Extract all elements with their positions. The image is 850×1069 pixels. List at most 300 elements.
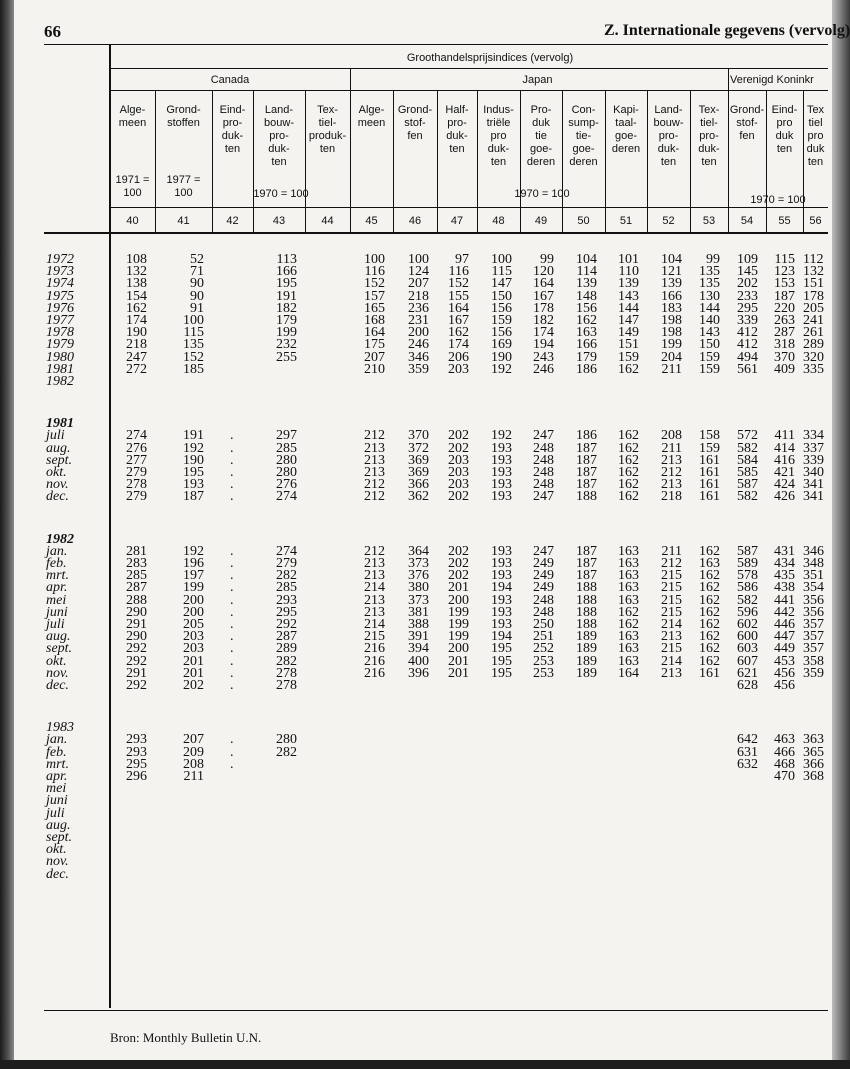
column-number: 44 [321, 215, 334, 227]
table-cell: 202 [737, 276, 758, 292]
table-cell: 202 [448, 556, 469, 571]
table-cell: 391 [408, 629, 429, 645]
table-cell: 132 [803, 264, 824, 280]
table-cell: 337 [803, 440, 824, 456]
table-cell: 212 [364, 543, 385, 559]
row-label: juni [46, 793, 68, 809]
table-cell: 163 [618, 556, 639, 571]
column-label: Alge- meen [118, 104, 147, 129]
table-cell: 109 [737, 252, 758, 267]
row-label: aug. [46, 817, 71, 833]
table-cell: 188 [576, 617, 597, 632]
row-label: jan. [46, 543, 68, 559]
table-cell: 182 [276, 300, 297, 316]
table-cell: 396 [408, 665, 429, 681]
table-cell: 274 [126, 428, 147, 444]
table-cell: 248 [533, 592, 554, 608]
column-label: Kapi- taal- goe- deren [611, 104, 641, 155]
table-cell: 285 [276, 440, 297, 456]
table-cell: 199 [448, 617, 469, 632]
table-cell: 607 [737, 653, 758, 669]
row-label: dec. [46, 866, 69, 882]
table-cell: 162 [618, 604, 639, 620]
table-cell: 247 [533, 428, 554, 444]
table-cell: 213 [364, 556, 385, 571]
table-cell: 200 [183, 604, 204, 620]
table-cell: 156 [576, 300, 597, 316]
table-cell: 174 [448, 337, 469, 353]
table-cell: 214 [661, 617, 682, 632]
table-cell: 365 [803, 744, 824, 760]
table-cell: 143 [618, 288, 639, 304]
table-cell: 628 [737, 678, 758, 693]
table-cell: 210 [364, 361, 385, 377]
table-cell: 278 [126, 477, 147, 493]
row-label: 1979 [46, 337, 74, 353]
table-cell: 152 [183, 349, 204, 365]
table-cell: 144 [618, 300, 639, 316]
row-label: 1983 [46, 720, 74, 736]
table-cell: 169 [491, 337, 512, 353]
table-cell: 368 [803, 769, 824, 784]
table-cell: 215 [661, 604, 682, 620]
missing-marker: . [230, 428, 234, 444]
table-cell: 290 [126, 629, 147, 645]
row-label: sept. [46, 830, 73, 845]
table-cell: 203 [183, 641, 204, 657]
table-cell: 195 [491, 653, 512, 669]
table-cell: 52 [190, 252, 204, 267]
table-cell: 178 [533, 300, 554, 316]
table-cell: 161 [699, 465, 720, 480]
table-cell: 193 [491, 604, 512, 620]
row-label: dec. [46, 489, 69, 505]
table-cell: 216 [364, 641, 385, 657]
table-cell: 252 [533, 641, 554, 657]
table-cell: 212 [661, 556, 682, 571]
table-cell: 582 [737, 592, 758, 608]
table-cell: 110 [618, 264, 639, 280]
table-cell: 139 [618, 276, 639, 292]
column-number: 53 [702, 215, 716, 227]
missing-marker: . [230, 641, 234, 657]
base-period-japan: 1970 = 100 [514, 188, 570, 200]
table-cell: 191 [276, 288, 297, 304]
table-cell: 90 [190, 288, 204, 304]
table-cell: 164 [364, 325, 385, 341]
table-cell: 282 [276, 653, 297, 669]
table-cell: 202 [448, 568, 469, 584]
missing-marker: . [230, 592, 234, 608]
table-cell: 175 [364, 337, 385, 353]
table-cell: 159 [618, 349, 639, 365]
table-cell: 179 [276, 313, 297, 328]
column-number: 41 [177, 215, 190, 227]
table-cell: 97 [455, 252, 469, 267]
table-cell: 205 [803, 300, 824, 316]
table-cell: 278 [276, 678, 297, 693]
table-cell: 162 [699, 568, 720, 584]
bottom-rule [44, 1010, 828, 1011]
table-cell: 195 [491, 665, 512, 681]
table-cell: 193 [491, 477, 512, 493]
table-cell: 162 [699, 641, 720, 657]
table-cell: 202 [183, 678, 204, 693]
table-cell: 412 [737, 325, 758, 341]
missing-marker: . [230, 732, 234, 748]
table-cell: 108 [126, 252, 147, 267]
table-cell: 456 [774, 665, 795, 681]
table-cell: 199 [276, 325, 297, 341]
table-cell: 236 [408, 300, 429, 316]
table-cell: 185 [183, 361, 204, 377]
table-cell: 596 [737, 604, 758, 620]
table-cell: 149 [618, 325, 639, 341]
table-cell: 213 [661, 665, 682, 681]
table-cell: 157 [364, 288, 385, 304]
table-cell: 166 [661, 288, 682, 304]
table-cell: 589 [737, 556, 758, 571]
table-cell: 187 [576, 465, 597, 480]
table-cell: 215 [661, 641, 682, 657]
column-number: 45 [365, 215, 378, 227]
table-cell: 113 [276, 252, 297, 267]
table-cell: 193 [491, 543, 512, 559]
base-rule [110, 207, 828, 208]
table-cell: 218 [408, 288, 429, 304]
table-cell: 586 [737, 580, 758, 596]
country-rule [110, 90, 828, 91]
column-number: 42 [226, 215, 239, 227]
table-cell: 357 [803, 629, 824, 645]
table-cell: 174 [126, 313, 147, 328]
column-number: 47 [450, 215, 464, 227]
table-cell: 135 [183, 337, 204, 353]
table-cell: 148 [576, 288, 597, 304]
table-cell: 163 [618, 568, 639, 584]
table-cell: 150 [491, 288, 512, 304]
table-cell: 201 [183, 653, 204, 669]
table-cell: 248 [533, 452, 554, 468]
table-cell: 412 [737, 337, 758, 353]
missing-marker: . [230, 440, 234, 456]
table-cell: 154 [126, 288, 147, 304]
row-label: mei [46, 592, 67, 608]
table-cell: 159 [699, 361, 720, 377]
table-cell: 195 [276, 276, 297, 292]
table-cell: 200 [448, 641, 469, 657]
table-cell: 144 [699, 300, 720, 316]
column-label: Alge- meen [357, 104, 386, 129]
table-cell: 162 [576, 313, 597, 328]
table-cell: 202 [448, 543, 469, 559]
table-cell: 193 [491, 452, 512, 468]
table-cell: 194 [491, 580, 512, 596]
table-cell: 357 [803, 617, 824, 632]
table-cell: 587 [737, 543, 758, 559]
table-cell: 248 [533, 477, 554, 493]
table-cell: 280 [276, 452, 297, 468]
table-cell: 434 [774, 556, 795, 571]
missing-marker: . [230, 665, 234, 681]
table-cell: 289 [276, 641, 297, 657]
table-cell: 291 [126, 665, 147, 681]
table-cell: 211 [661, 543, 682, 559]
table-cell: 250 [533, 617, 554, 632]
table-cell: 249 [533, 568, 554, 584]
group-header: Groothandelsprijsindices (vervolg) [406, 52, 574, 64]
missing-marker: . [230, 452, 234, 468]
row-label: 1977 [46, 313, 74, 328]
table-cell: 289 [803, 337, 824, 353]
table-cell: 163 [699, 556, 720, 571]
table-cell: 206 [448, 349, 469, 365]
table-cell: 207 [183, 732, 204, 748]
header-bottom-rule [44, 232, 828, 234]
table-cell: 282 [276, 568, 297, 584]
table-cell: 292 [126, 653, 147, 669]
table-cell: 143 [699, 325, 720, 341]
table-cell: 213 [364, 440, 385, 456]
table-cell: 195 [183, 465, 204, 480]
table-cell: 296 [126, 769, 147, 784]
base-period-41: 1977 = 100 [166, 174, 201, 199]
table-cell: 201 [448, 580, 469, 596]
table-cell: 213 [661, 452, 682, 468]
table-cell: 203 [448, 477, 469, 493]
table-cell: 292 [126, 678, 147, 693]
table-cell: 166 [576, 337, 597, 353]
table-cell: 248 [533, 465, 554, 480]
table-cell: 213 [364, 604, 385, 620]
table-cell: 287 [774, 325, 795, 341]
table-cell: 215 [364, 629, 385, 645]
table-cell: 151 [618, 337, 639, 353]
table-cell: 431 [774, 543, 795, 559]
row-label: 1981 [46, 416, 74, 432]
column-label: Land- bouw- pro- duk- ten [264, 104, 294, 168]
table-cell: 166 [276, 264, 297, 280]
table-cell: 253 [533, 665, 554, 681]
table-cell: 348 [803, 556, 824, 571]
table-cell: 162 [699, 580, 720, 596]
table-cell: 211 [661, 361, 682, 377]
table-cell: 631 [737, 744, 758, 760]
table-cell: 193 [491, 556, 512, 571]
row-label: aug. [46, 440, 71, 456]
table-cell: 279 [276, 556, 297, 571]
table-cell: 188 [576, 580, 597, 596]
table-cell: 446 [774, 617, 795, 632]
row-label: 1972 [46, 252, 74, 267]
table-cell: 163 [576, 325, 597, 341]
table-cell: 189 [576, 629, 597, 645]
table-cell: 246 [533, 361, 554, 377]
table-cell: 152 [364, 276, 385, 292]
table-cell: 207 [408, 276, 429, 292]
table-cell: 189 [576, 665, 597, 681]
table-cell: 123 [774, 264, 795, 280]
table-cell: 114 [576, 264, 597, 280]
table-cell: 193 [491, 465, 512, 480]
table-cell: 116 [448, 264, 469, 280]
table-cell: 115 [183, 325, 204, 341]
row-label: feb. [46, 556, 67, 571]
table-cell: 161 [699, 477, 720, 493]
table-cell: 121 [661, 264, 682, 280]
table-cell: 135 [699, 264, 720, 280]
table-cell: 214 [661, 653, 682, 669]
table-cell: 135 [699, 276, 720, 292]
table-cell: 205 [183, 617, 204, 632]
table-cell: 253 [533, 653, 554, 669]
table-cell: 192 [491, 361, 512, 377]
table-cell: 145 [737, 264, 758, 280]
table-cell: 213 [661, 629, 682, 645]
table-cell: 156 [491, 300, 512, 316]
table-cell: 162 [618, 489, 639, 505]
missing-marker: . [230, 489, 234, 505]
column-number: 43 [272, 215, 286, 227]
table-cell: 370 [408, 428, 429, 444]
row-label: 1973 [46, 264, 74, 280]
table-cell: 231 [408, 313, 429, 328]
table-cell: 162 [126, 300, 147, 316]
table-cell: 243 [533, 349, 554, 365]
table-cell: 138 [126, 276, 147, 292]
table-cell: 204 [661, 349, 682, 365]
table-cell: 164 [618, 665, 639, 681]
source-note: Bron: Monthly Bulletin U.N. [110, 1030, 262, 1045]
table-cell: 99 [706, 252, 720, 267]
table-cell: 247 [533, 489, 554, 505]
table-cell: 162 [699, 629, 720, 645]
table-cell: 162 [618, 617, 639, 632]
table-cell: 159 [491, 313, 512, 328]
table-cell: 120 [533, 264, 554, 280]
table-cell: 218 [661, 489, 682, 505]
table-cell: 213 [364, 465, 385, 480]
missing-marker: . [230, 604, 234, 620]
table-cell: 164 [533, 276, 554, 292]
table-cell: 364 [408, 543, 429, 559]
table-cell: 187 [576, 568, 597, 584]
table-cell: 161 [699, 665, 720, 681]
table-cell: 190 [491, 349, 512, 365]
table-cell: 587 [737, 477, 758, 493]
table-cell: 168 [364, 313, 385, 328]
table-cell: 187 [576, 452, 597, 468]
table-cell: 578 [737, 568, 758, 584]
table-cell: 421 [774, 465, 795, 480]
table-cell: 441 [774, 592, 795, 608]
column-number: 54 [740, 215, 754, 227]
table-cell: 372 [408, 440, 429, 456]
table-cell: 190 [126, 325, 147, 341]
table-cell: 197 [183, 568, 204, 584]
country-header-japan: Japan [522, 74, 553, 86]
row-label: 1980 [46, 349, 74, 365]
missing-marker: . [230, 477, 234, 493]
missing-marker: . [230, 744, 234, 760]
table-cell: 201 [448, 665, 469, 681]
table-cell: 187 [576, 556, 597, 571]
table-cell: 369 [408, 452, 429, 468]
column-label: Tex- tiel- produk- ten [308, 104, 347, 155]
row-label: feb. [46, 744, 67, 760]
page-edge [832, 0, 850, 1069]
table-cell: 200 [183, 592, 204, 608]
table-cell: 188 [576, 489, 597, 505]
table-cell: 153 [774, 276, 795, 292]
table-cell: 442 [774, 604, 795, 620]
table-cell: 335 [803, 361, 824, 377]
table-cell: 162 [699, 543, 720, 559]
row-label: nov. [46, 665, 69, 681]
country-divider [350, 68, 351, 232]
row-label: mrt. [46, 568, 69, 584]
table-cell: 162 [699, 592, 720, 608]
table-cell: 202 [448, 489, 469, 505]
row-label: juli [46, 617, 65, 632]
table-cell: 202 [448, 440, 469, 456]
table-cell: 215 [661, 568, 682, 584]
table-cell: 277 [126, 452, 147, 468]
table-cell: 162 [618, 428, 639, 444]
table-cell: 220 [774, 300, 795, 316]
column-label: Con- sump- tie- goe- deren [568, 104, 599, 168]
table-cell: 189 [576, 653, 597, 669]
table-cell: 394 [408, 641, 429, 657]
table-cell: 290 [126, 604, 147, 620]
table-cell: 91 [190, 300, 204, 316]
table-cell: 147 [491, 276, 512, 292]
table-cell: 179 [576, 349, 597, 365]
row-label: aug. [46, 629, 71, 645]
table-cell: 155 [448, 288, 469, 304]
country-header-canada: Canada [210, 74, 250, 86]
table-cell: 357 [803, 641, 824, 657]
row-label: 1982 [46, 531, 74, 547]
table-cell: 233 [737, 288, 758, 304]
table-cell: 162 [618, 440, 639, 456]
row-label: sept. [46, 452, 73, 468]
row-label: 1974 [46, 276, 74, 292]
table-cell: 162 [618, 452, 639, 468]
table-cell: 158 [699, 428, 720, 444]
table-cell: 341 [803, 477, 824, 493]
table-cell: 187 [576, 440, 597, 456]
table-cell: 182 [533, 313, 554, 328]
column-number: 56 [809, 215, 822, 227]
table-cell: 584 [737, 452, 758, 468]
table-cell: 356 [803, 604, 824, 620]
page-number: 66 [44, 22, 61, 41]
base-period-vk: 1970 = 100 [750, 194, 806, 206]
table-cell: 339 [803, 452, 824, 468]
row-label: apr. [46, 769, 68, 784]
table-cell: 280 [276, 465, 297, 480]
table-cell: 463 [774, 732, 795, 748]
table-cell: 214 [364, 617, 385, 632]
missing-marker: . [230, 543, 234, 559]
table-cell: 359 [408, 361, 429, 377]
table-cell: 99 [540, 252, 554, 267]
table-cell: 411 [774, 428, 795, 444]
table-cell: 356 [803, 592, 824, 608]
table-cell: 162 [699, 617, 720, 632]
table-cell: 152 [448, 276, 469, 292]
